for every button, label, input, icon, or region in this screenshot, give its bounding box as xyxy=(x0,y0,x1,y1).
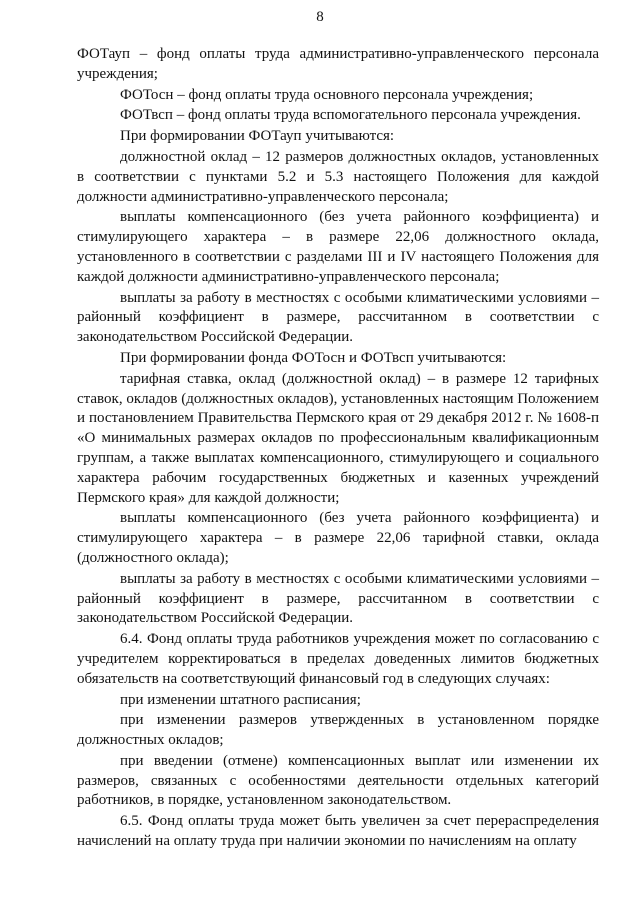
section-6-4: 6.4. Фонд оплаты труда работников учреждения может по согласованию с учредителем корректироваться в пределах доведенных лимитов бюджетных обязательств на соответствующий финансовый год в следующих случаях: xyxy=(77,631,599,687)
case-salary-change: при изменении размеров утвержденных в установленном порядке должностных окладов; xyxy=(77,712,599,749)
fotaup-salary: должностной оклад – 12 размеров должностных окладов, установленных в соответствии с пунктами 5.2 и 5.3 настоящего Положения для каждой должности административно-управленческого персонала; xyxy=(77,148,599,205)
fotaup-regional: выплаты за работу в местностях с особыми климатическими условиями – районный коэффициент в размере, рассчитанном в соответствии с законодательством Российской Федерации. xyxy=(77,289,599,346)
definition-fotosn: ФОТосн – фонд оплаты труда основного персонала учреждения; xyxy=(120,86,534,103)
fotosn-intro: При формировании фонда ФОТосн и ФОТвсп учитываются: xyxy=(120,349,507,366)
document-body xyxy=(77,45,599,852)
case-staffing-change: при изменении штатного расписания; xyxy=(120,691,361,708)
definition-fotvsp: ФОТвсп – фонд оплаты труда вспомогательного персонала учреждения. xyxy=(120,107,581,124)
fotosn-regional: выплаты за работу в местностях с особыми климатическими условиями – районный коэффициент в размере, рассчитанном в соответствии с законодательством Российской Федерации. xyxy=(77,570,599,627)
fotaup-intro: При формировании ФОТауп учитываются: xyxy=(120,128,395,145)
definition-fotaup: ФОТауп – фонд оплаты труда административно-управленческого персонала учреждения; xyxy=(77,46,599,82)
fotosn-tariff: тарифная ставка, оклад (должностной оклад) – в размере 12 тарифных ставок, окладов (должностных окладов), установленных настоящим Положением и постановлением Правительства Пермского края от 29 декабря 2012 г. № 1608-п «О минимальных размерах окладов по профессиональным квалификационным группам, а также выплатах компенсационного, стимулирующего и социального характера рабочим государственных бюджетных и казенных учреждений Пермского края» для каждой должности; xyxy=(77,370,600,506)
fotosn-compensation: выплаты компенсационного (без учета районного коэффициента) и стимулирующего характера – в размере 22,06 тарифной ставки, оклада (должностного оклада); xyxy=(77,510,599,566)
page-number: 8 xyxy=(316,9,324,25)
case-compensation-change: при введении (отмене) компенсационных выплат или изменении их размеров, связанных с особенностями деятельности отдельных категорий работников, в порядке, установленном законодательством. xyxy=(77,752,599,809)
section-6-5: 6.5. Фонд оплаты труда может быть увеличен за счет перераспределения начислений на оплату труда при наличии экономии по начислениям на оплату xyxy=(77,813,599,850)
fotaup-compensation: выплаты компенсационного (без учета районного коэффициента) и стимулирующего характера – в размере 22,06 должностного оклада, установленного в соответствии с разделами III и IV настоящего Положения для каждой должности административно-управленческого персонала; xyxy=(77,209,599,285)
